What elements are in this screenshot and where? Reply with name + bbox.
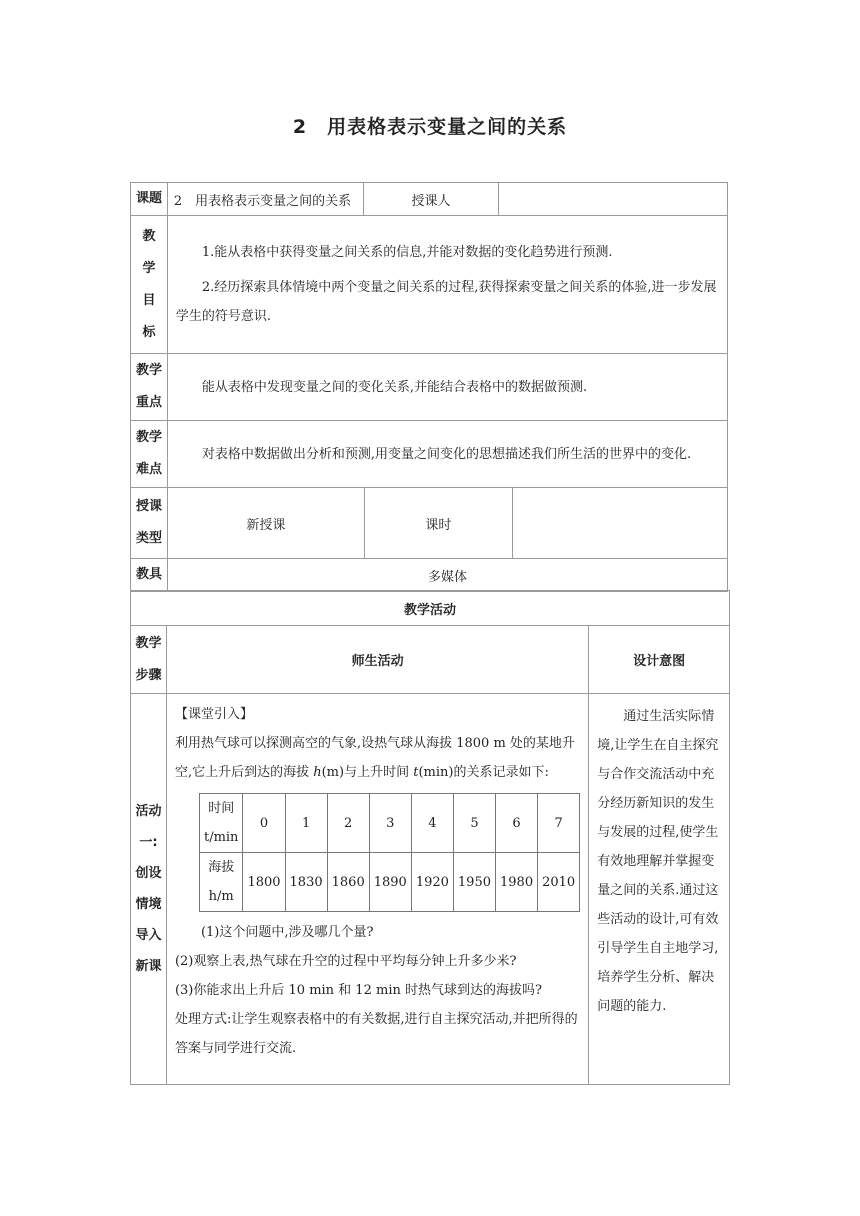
altitude-cell: 1860 — [327, 853, 369, 912]
difficulties-text: 对表格中数据做出分析和预测,用变量之间变化的思想描述我们所生活的世界中的变化. — [167, 421, 727, 488]
period-value — [513, 488, 727, 558]
label-line: 重点 — [135, 395, 162, 410]
goal-item: 1.能从表格中获得变量之间关系的信息,并能对数据的变化趋势进行预测. — [201, 245, 613, 260]
altitude-cell: 1920 — [411, 853, 453, 912]
intro-text-part: 利用热气球可以探测高空的气象,设热气球从海拔 1800 m 处的某地升空,它上升后到达的海拔 — [174, 736, 575, 780]
step-column-label — [131, 626, 167, 694]
tools-label: 教具 — [131, 559, 168, 592]
lesson-type-row — [167, 488, 727, 559]
label-line: 一: — [139, 835, 158, 850]
var-t: t — [413, 765, 419, 780]
intro-text — [175, 729, 580, 787]
time-cell: 7 — [538, 794, 580, 853]
activity-column-label: 师生活动 — [166, 626, 588, 694]
label-line: 新课 — [135, 959, 162, 974]
intro-heading: 【课堂引入】 — [174, 707, 253, 722]
goals-label — [131, 216, 168, 354]
lesson-type-label — [131, 488, 168, 559]
label-line: 步骤 — [135, 667, 162, 683]
label-line: 情境 — [135, 897, 162, 912]
intro-text-part: (m)与上升时间 — [321, 765, 414, 780]
time-cell: 6 — [496, 794, 538, 853]
question-2: (2)观察上表,热气球在升空的过程中平均每分钟上升多少米? — [174, 954, 517, 969]
altitude-row-label: 海拔 h/m — [199, 853, 242, 912]
page-title: 2 用表格表示变量之间的关系 — [292, 116, 568, 138]
altitude-cell: 1950 — [453, 853, 495, 912]
altitude-cell: 1890 — [369, 853, 411, 912]
question-3: (3)你能求出上升后 10 min 和 12 min 时热气球到达的海拔吗? — [174, 983, 542, 998]
lesson-type-value: 新授课 — [168, 488, 365, 558]
altitude-cell: 2010 — [538, 853, 580, 912]
question-1: (1)这个问题中,涉及哪几个量? — [200, 925, 374, 940]
step-label — [131, 694, 167, 1085]
goal-item: 2.经历探索具体情境中两个变量之间关系的过程,获得探索变量之间关系的体验,进一步发展学生的符号意识. — [175, 280, 717, 324]
label-line: 教学 — [135, 363, 162, 378]
keti-label: 课题 — [131, 183, 168, 216]
key-points-text: 能从表格中发现变量之间的变化关系,并能结合表格中的数据做预测. — [167, 354, 727, 421]
label-line: 教学 — [135, 635, 162, 651]
teacher-value — [499, 183, 728, 216]
keti-value: 2 用表格表示变量之间的关系 — [167, 183, 363, 216]
label-line: 类型 — [135, 531, 162, 546]
label-line: 活动 — [135, 804, 162, 819]
goals-label-char: 教 — [142, 228, 156, 244]
time-cell: 1 — [285, 794, 327, 853]
activity-content — [166, 694, 588, 1085]
time-cell: 2 — [327, 794, 369, 853]
label-line: 难点 — [135, 462, 162, 477]
key-points-label — [131, 354, 168, 421]
balloon-data-table — [199, 793, 580, 912]
goals-label-char: 标 — [142, 324, 156, 340]
altitude-cell: 1830 — [285, 853, 327, 912]
time-cell: 0 — [243, 794, 285, 853]
teacher-label: 授课人 — [363, 183, 499, 216]
time-row-label: 时间 t/min — [199, 794, 242, 853]
goals-label-char: 学 — [142, 260, 156, 276]
activities-table — [130, 590, 730, 1085]
intro-text-part: (min)的关系记录如下: — [418, 765, 549, 780]
time-cell: 5 — [453, 794, 495, 853]
method-text: 处理方式:让学生观察表格中的有关数据,进行自主探究活动,并把所得的答案与同学进行交流. — [174, 1012, 578, 1056]
design-intent-text: 通过生活实际情境,让学生在自主探究与合作交流活动中充分经历新知识的发生与发展的过程,使学生有效地理解并掌握变量之间的关系.通过这些活动的设计,可有效引导学生自主地学习,培养学生分析、解决问题的能力. — [589, 694, 730, 1085]
label-line: 教学 — [135, 430, 162, 445]
altitude-cell: 1980 — [496, 853, 538, 912]
label-line: 创设 — [135, 866, 162, 881]
altitude-cell: 1800 — [243, 853, 285, 912]
goals-label-char: 目 — [142, 292, 156, 308]
label-line: 导入 — [135, 928, 162, 943]
period-label: 课时 — [365, 488, 513, 558]
design-column-label: 设计意图 — [589, 626, 730, 694]
time-cell: 3 — [369, 794, 411, 853]
var-h: h — [313, 765, 322, 780]
difficulties-label — [131, 421, 168, 488]
tools-value: 多媒体 — [167, 559, 727, 592]
activities-header: 教学活动 — [131, 591, 730, 626]
goals-content — [167, 216, 727, 354]
label-line: 授课 — [135, 499, 162, 514]
lesson-info-table — [130, 182, 728, 592]
time-cell: 4 — [411, 794, 453, 853]
